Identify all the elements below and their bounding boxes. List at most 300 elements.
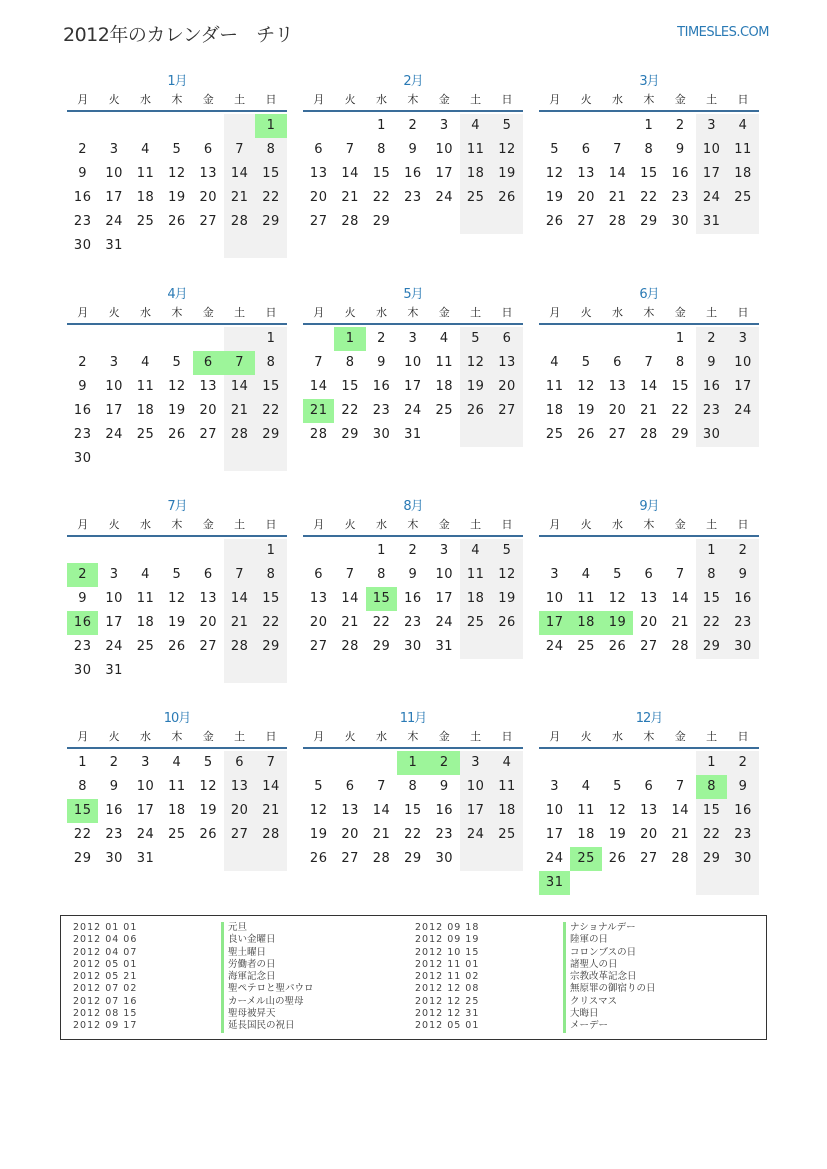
day-cell: 13 [608,379,627,394]
day-cell: 26 [309,851,328,866]
month-name: 3月 [639,74,659,89]
day-cell: 17 [460,799,491,823]
day-cell: 19 [168,615,186,630]
month-name: 2月 [403,74,423,89]
day-cell: 13 [577,166,595,181]
empty-cell [193,114,224,138]
day-cell: 9 [78,379,88,394]
day-cell: 30 [696,423,727,447]
weekday-label: 水 [375,518,387,531]
holiday-name: 聖ペテロと聖パウロ [221,983,314,995]
holiday-row [415,996,656,1008]
day-cell: 11 [460,563,491,587]
day-cell: 2 [696,327,727,351]
empty-cell [460,847,491,871]
holiday-row [73,934,314,946]
empty-cell [193,847,224,871]
holiday-name: ナショナルデー [563,922,636,934]
day-cell: 11 [136,166,155,181]
empty-cell [602,751,633,775]
day-cell: 22 [341,403,359,418]
weekday-label: 月 [549,306,561,319]
holiday-row [73,983,314,995]
weekday-label: 日 [737,93,749,106]
day-cell: 23 [435,827,454,842]
day-cell: 22 [255,611,286,635]
day-cell: 2 [727,539,758,563]
holiday-date: 2012 12 31 [415,1008,480,1020]
weekday-label: 日 [501,306,513,319]
weekday-label: 日 [265,306,277,319]
empty-cell [161,447,192,471]
day-cell: 7 [224,138,255,162]
day-cell: 18 [136,403,155,418]
day-cell: 7 [613,142,622,157]
day-cell: 5 [581,355,591,370]
day-cell: 16 [105,803,123,818]
empty-cell [334,751,365,775]
day-cell: 29 [696,847,727,871]
holiday-row [415,947,656,959]
day-cell: 10 [404,355,422,370]
day-cell: 22 [696,611,727,635]
day-cell: 21 [224,399,255,423]
day-cell: 9 [727,563,758,587]
holiday-name: 元旦 [221,922,247,934]
day-cell: 4 [581,779,591,794]
day-cell: 20 [199,190,218,205]
day-cell: 3 [408,331,418,346]
day-cell: 17 [539,611,570,635]
day-cell: 6 [491,327,522,351]
day-cell: 25 [577,639,595,654]
day-cell: 6 [345,779,355,794]
site-logo[interactable]: TIMESLES.COM [677,25,769,40]
day-cell: 29 [671,427,690,442]
empty-cell [130,539,161,563]
day-cell: 9 [696,351,727,375]
empty-cell [224,659,255,683]
weekday-label: 水 [611,93,623,106]
day-cell: 28 [224,423,255,447]
day-cell: 20 [577,190,595,205]
day-cell: 10 [696,138,727,162]
day-cell: 1 [255,114,286,138]
weekday-header [67,92,287,112]
day-cell: 24 [696,186,727,210]
holiday-name: 陸軍の日 [563,934,608,946]
weekday-label: 金 [674,518,686,531]
day-cell: 4 [460,539,491,563]
day-cell: 21 [303,399,334,423]
day-cell: 7 [255,751,286,775]
empty-cell [255,847,286,871]
empty-cell [602,327,633,351]
weekday-label: 木 [407,306,419,319]
empty-cell [224,234,255,258]
day-cell: 5 [491,114,522,138]
day-cell: 28 [224,210,255,234]
day-cell: 17 [545,827,564,842]
day-cell: 15 [640,166,658,181]
day-cell: 27 [608,427,627,442]
day-cell: 17 [696,162,727,186]
day-cell: 22 [372,190,391,205]
day-cell: 1 [255,327,286,351]
day-cell: 21 [671,827,690,842]
empty-cell [130,234,161,258]
holiday-name: 海軍記念日 [221,971,276,983]
day-cell: 7 [224,563,255,587]
day-cell: 2 [377,331,386,346]
weekday-label: 木 [171,730,183,743]
weekday-label: 火 [580,306,592,319]
day-cell: 12 [199,779,218,794]
day-cell: 15 [696,799,727,823]
day-cell: 15 [255,375,286,399]
month-name: 4月 [167,287,187,302]
holiday-row [73,1008,314,1020]
day-cell: 2 [408,118,418,133]
day-cell: 15 [372,166,391,181]
day-cell: 19 [199,803,218,818]
day-grid [67,114,287,258]
day-cell: 24 [435,190,454,205]
weekday-label: 土 [234,93,246,106]
day-cell: 22 [255,186,286,210]
day-cell: 31 [435,639,454,654]
day-cell: 17 [404,379,422,394]
weekday-header [539,517,759,537]
holiday-row [415,922,656,934]
weekday-label: 土 [706,306,718,319]
day-cell: 1 [644,118,654,133]
month-calendar [539,709,759,895]
day-cell: 29 [372,639,391,654]
day-cell: 9 [408,567,418,582]
day-cell: 29 [640,214,658,229]
day-cell: 14 [671,803,690,818]
weekday-label: 水 [139,518,151,531]
month-calendar [303,72,523,234]
empty-cell [161,114,192,138]
weekday-label: 火 [580,93,592,106]
day-cell: 25 [460,611,491,635]
day-grid [303,539,523,659]
holiday-name: 良い金曜日 [221,934,276,946]
empty-cell [665,751,696,775]
day-cell: 27 [341,851,359,866]
day-cell: 20 [199,615,218,630]
day-cell: 30 [73,663,92,678]
day-cell: 21 [341,615,359,630]
day-cell: 9 [109,779,119,794]
day-cell: 6 [314,142,324,157]
day-cell: 9 [408,142,418,157]
day-grid [539,751,759,895]
day-cell: 31 [696,210,727,234]
day-cell: 27 [309,639,328,654]
weekday-label: 月 [77,306,89,319]
day-cell: 9 [439,779,449,794]
weekday-label: 水 [139,730,151,743]
day-cell: 21 [224,186,255,210]
holiday-row [415,959,656,971]
weekday-label: 火 [108,730,120,743]
weekday-label: 土 [470,306,482,319]
day-cell: 7 [345,142,355,157]
day-cell: 1 [334,327,365,351]
weekday-label: 火 [108,306,120,319]
day-cell: 23 [671,190,690,205]
holiday-date: 2012 07 02 [73,983,138,995]
empty-cell [570,539,601,563]
weekday-label: 金 [674,306,686,319]
empty-cell [255,447,286,471]
day-cell: 12 [577,379,595,394]
day-cell: 25 [136,639,155,654]
day-cell: 10 [136,779,155,794]
empty-cell [67,539,98,563]
day-cell: 19 [577,403,595,418]
holiday-list-column-left [73,922,314,1033]
weekday-label: 金 [202,306,214,319]
day-cell: 22 [640,190,658,205]
month-name: 11月 [399,711,427,726]
day-cell: 22 [255,399,286,423]
day-cell: 30 [671,214,690,229]
day-cell: 27 [640,639,658,654]
day-cell: 16 [671,166,690,181]
day-cell: 8 [408,779,418,794]
page-title: 2012年のカレンダー チリ [63,24,294,46]
day-cell: 13 [199,379,218,394]
day-cell: 17 [105,403,123,418]
empty-cell [727,871,758,895]
weekday-label: 日 [737,730,749,743]
day-cell: 15 [255,587,286,611]
month-name: 6月 [639,287,659,302]
holiday-date: 2012 04 07 [73,946,138,958]
day-cell: 5 [172,567,182,582]
holiday-date: 2012 05 01 [415,1020,480,1032]
weekday-header [303,305,523,325]
day-cell: 8 [696,563,727,587]
day-cell: 18 [136,190,155,205]
day-cell: 20 [309,615,328,630]
day-cell: 8 [255,351,286,375]
day-cell: 12 [491,563,522,587]
day-cell: 13 [309,166,328,181]
weekday-label: 土 [706,730,718,743]
day-cell: 14 [341,591,359,606]
day-cell: 11 [168,779,186,794]
weekday-label: 金 [202,518,214,531]
weekday-header [539,729,759,749]
weekday-label: 水 [375,730,387,743]
day-cell: 28 [608,214,627,229]
month-calendar [539,285,759,447]
day-cell: 23 [404,190,422,205]
day-cell: 1 [696,751,727,775]
day-cell: 9 [727,775,758,799]
holiday-row [73,996,314,1008]
day-cell: 8 [255,138,286,162]
day-cell: 6 [644,779,654,794]
holiday-date: 2012 12 08 [415,983,480,995]
day-cell: 7 [675,779,685,794]
day-cell: 30 [105,851,123,866]
day-cell: 24 [404,403,422,418]
weekday-label: 木 [407,93,419,106]
day-cell: 29 [341,427,359,442]
weekday-label: 日 [265,518,277,531]
day-cell: 24 [435,615,454,630]
day-cell: 24 [105,639,123,654]
weekday-label: 日 [265,730,277,743]
day-cell: 19 [168,403,186,418]
day-cell: 2 [67,563,98,587]
day-cell: 4 [550,355,560,370]
month-name: 7月 [167,499,187,514]
weekday-header [539,305,759,325]
empty-cell [334,114,365,138]
day-cell: 20 [608,403,627,418]
day-cell: 5 [613,567,622,582]
day-cell: 3 [439,118,449,133]
day-cell: 1 [397,751,428,775]
day-cell: 30 [404,639,422,654]
holiday-name: メーデー [563,1020,608,1032]
day-cell: 28 [309,427,328,442]
day-grid [303,114,523,234]
day-cell: 18 [435,379,454,394]
day-cell: 28 [671,639,690,654]
weekday-label: 火 [344,93,356,106]
weekday-label: 土 [234,518,246,531]
day-cell: 5 [203,755,213,770]
empty-cell [727,423,758,447]
weekday-label: 金 [202,730,214,743]
weekday-label: 土 [470,730,482,743]
month-calendar [539,497,759,659]
day-cell: 11 [491,775,522,799]
weekday-label: 月 [313,518,325,531]
day-cell: 23 [727,823,758,847]
day-cell: 16 [404,166,422,181]
day-cell: 16 [404,591,422,606]
day-cell: 24 [727,399,758,423]
weekday-label: 木 [643,730,655,743]
weekday-label: 水 [139,306,151,319]
weekday-label: 木 [407,730,419,743]
day-cell: 1 [696,539,727,563]
day-cell: 26 [491,186,522,210]
day-cell: 25 [435,403,454,418]
empty-cell [397,210,428,234]
holiday-name: コロンブスの日 [563,947,636,959]
day-cell: 16 [73,190,92,205]
weekday-label: 日 [501,93,513,106]
day-cell: 26 [168,427,186,442]
day-cell: 2 [78,355,88,370]
day-cell: 6 [203,567,213,582]
day-cell: 10 [545,803,564,818]
day-cell: 5 [550,142,560,157]
weekday-label: 木 [171,93,183,106]
day-cell: 16 [696,375,727,399]
empty-cell [570,114,601,138]
empty-cell [633,327,664,351]
day-cell: 31 [136,851,155,866]
day-cell: 19 [608,827,627,842]
day-cell: 19 [491,587,522,611]
day-cell: 28 [341,214,359,229]
holiday-name: 労働者の日 [221,959,276,971]
day-cell: 7 [377,779,386,794]
holiday-date: 2012 10 15 [415,946,480,958]
day-cell: 11 [460,138,491,162]
empty-cell [539,114,570,138]
day-cell: 12 [309,803,328,818]
empty-cell [570,871,601,895]
empty-cell [429,210,460,234]
day-cell: 19 [602,611,633,635]
weekday-header [303,729,523,749]
holiday-row [73,971,314,983]
day-cell: 18 [460,162,491,186]
day-cell: 26 [199,827,218,842]
weekday-label: 火 [580,518,592,531]
day-cell: 17 [435,166,454,181]
day-cell: 26 [577,427,595,442]
day-cell: 24 [460,823,491,847]
day-cell: 24 [105,214,123,229]
day-cell: 11 [136,591,155,606]
holiday-date: 2012 05 21 [73,971,138,983]
day-cell: 6 [224,751,255,775]
day-cell: 25 [136,214,155,229]
month-name: 9月 [639,499,659,514]
day-cell: 18 [727,162,758,186]
day-cell: 6 [314,567,324,582]
month-calendar [67,285,287,471]
weekday-label: 日 [265,93,277,106]
weekday-label: 水 [611,730,623,743]
day-cell: 12 [491,138,522,162]
day-cell: 12 [545,166,564,181]
day-cell: 18 [136,615,155,630]
day-cell: 2 [429,751,460,775]
day-grid [67,539,287,683]
empty-cell [224,847,255,871]
day-cell: 14 [224,375,255,399]
day-cell: 26 [545,214,564,229]
holiday-date: 2012 07 16 [73,995,138,1007]
weekday-label: 土 [470,93,482,106]
day-cell: 8 [377,142,386,157]
day-cell: 11 [577,591,595,606]
day-cell: 13 [199,591,218,606]
day-cell: 4 [460,114,491,138]
empty-cell [696,871,727,895]
day-cell: 22 [372,615,391,630]
day-cell: 13 [640,803,658,818]
day-cell: 10 [545,591,564,606]
day-cell: 6 [193,351,224,375]
day-cell: 14 [224,587,255,611]
empty-cell [98,539,129,563]
